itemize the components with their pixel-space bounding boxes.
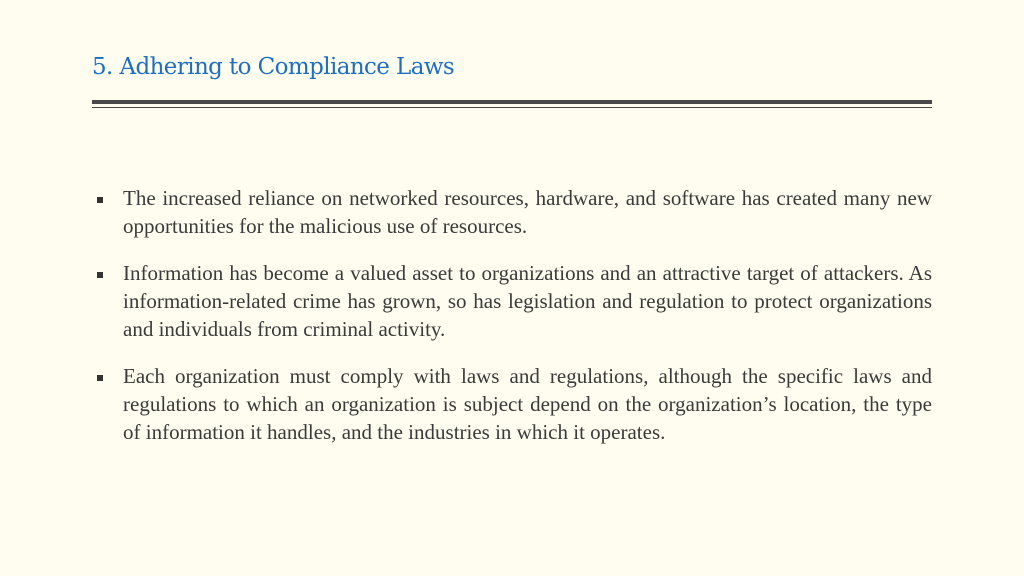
bullet-item	[92, 259, 932, 343]
title-divider-thick	[92, 100, 932, 104]
square-bullet-icon	[97, 197, 103, 203]
square-bullet-icon	[97, 272, 103, 278]
bullet-item	[92, 184, 932, 240]
bullet-list	[92, 184, 932, 465]
title-divider-thin	[92, 107, 932, 108]
square-bullet-icon	[97, 375, 103, 381]
bullet-text: Each organization must comply with laws and regulations, although the specific laws and regulations to which an organization is subject depend on the organization’s location, the type of information it handles, and the industries in which it operates.	[123, 364, 932, 444]
slide-title: 5. Adhering to Compliance Laws	[92, 54, 455, 80]
bullet-item	[92, 362, 932, 446]
bullet-text: Information has become a valued asset to organizations and an attractive target of attackers. As information-related crime has grown, so has legislation and regulation to protect organizations and individuals from criminal activity.	[123, 261, 932, 341]
bullet-text: The increased reliance on networked resources, hardware, and software has created many new opportunities for the malicious use of resources.	[123, 186, 932, 238]
